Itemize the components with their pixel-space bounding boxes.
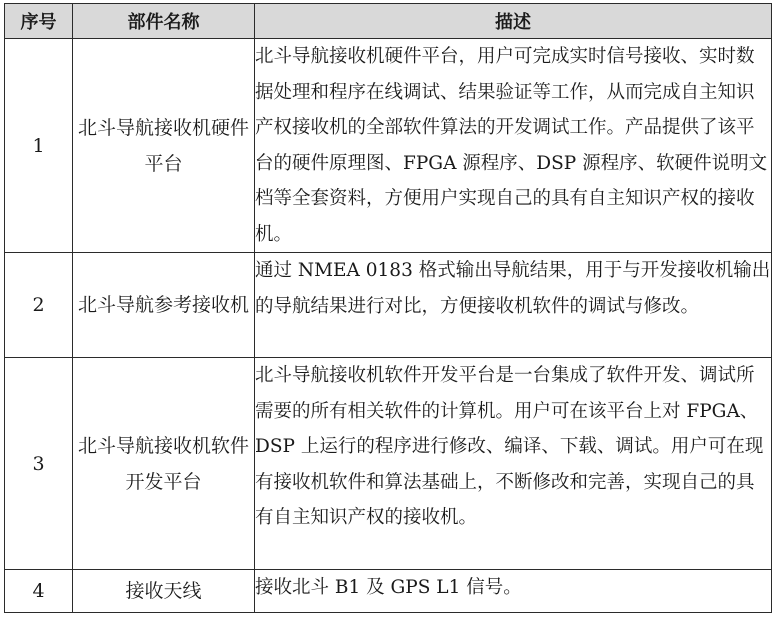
row-index: 2: [5, 253, 73, 358]
row-description: 北斗导航接收机软件开发平台是一台集成了软件开发、调试所需要的所有相关软件的计算机。用户可在该平台上对 FPGA、DSP 上运行的程序进行修改、编译、下载、调试。用户可在现有接收机软件和算法基础上，不断修改和完善，实现自己的具有自主知识产权的接收机。: [255, 358, 772, 570]
table-row: [5, 39, 772, 253]
row-description: 通过 NMEA 0183 格式输出导航结果，用于与开发接收机输出的导航结果进行对比，方便接收机软件的调试与修改。: [255, 253, 772, 358]
row-index: 4: [5, 570, 73, 613]
row-index: 3: [5, 358, 73, 570]
row-component-name: 北斗导航接收机软件开发平台: [73, 358, 255, 570]
row-description: 接收北斗 B1 及 GPS L1 信号。: [255, 570, 772, 613]
table-row: [5, 253, 772, 358]
header-description: 描述: [255, 4, 772, 39]
table-row: [5, 358, 772, 570]
table-header-row: [5, 4, 772, 39]
components-table: [4, 3, 772, 613]
header-component-name: 部件名称: [73, 4, 255, 39]
header-index: 序号: [5, 4, 73, 39]
row-component-name: 北斗导航接收机硬件平台: [73, 39, 255, 253]
row-component-name: 北斗导航参考接收机: [73, 253, 255, 358]
row-description: 北斗导航接收机硬件平台，用户可完成实时信号接收、实时数据处理和程序在线调试、结果验证等工作，从而完成自主知识产权接收机的全部软件算法的开发调试工作。产品提供了该平台的硬件原理图、FPGA 源程序、DSP 源程序、软硬件说明文档等全套资料，方便用户实现自己的具有自主知识产权的接收机。: [255, 39, 772, 253]
table-row: [5, 570, 772, 613]
row-index: 1: [5, 39, 73, 253]
row-component-name: 接收天线: [73, 570, 255, 613]
